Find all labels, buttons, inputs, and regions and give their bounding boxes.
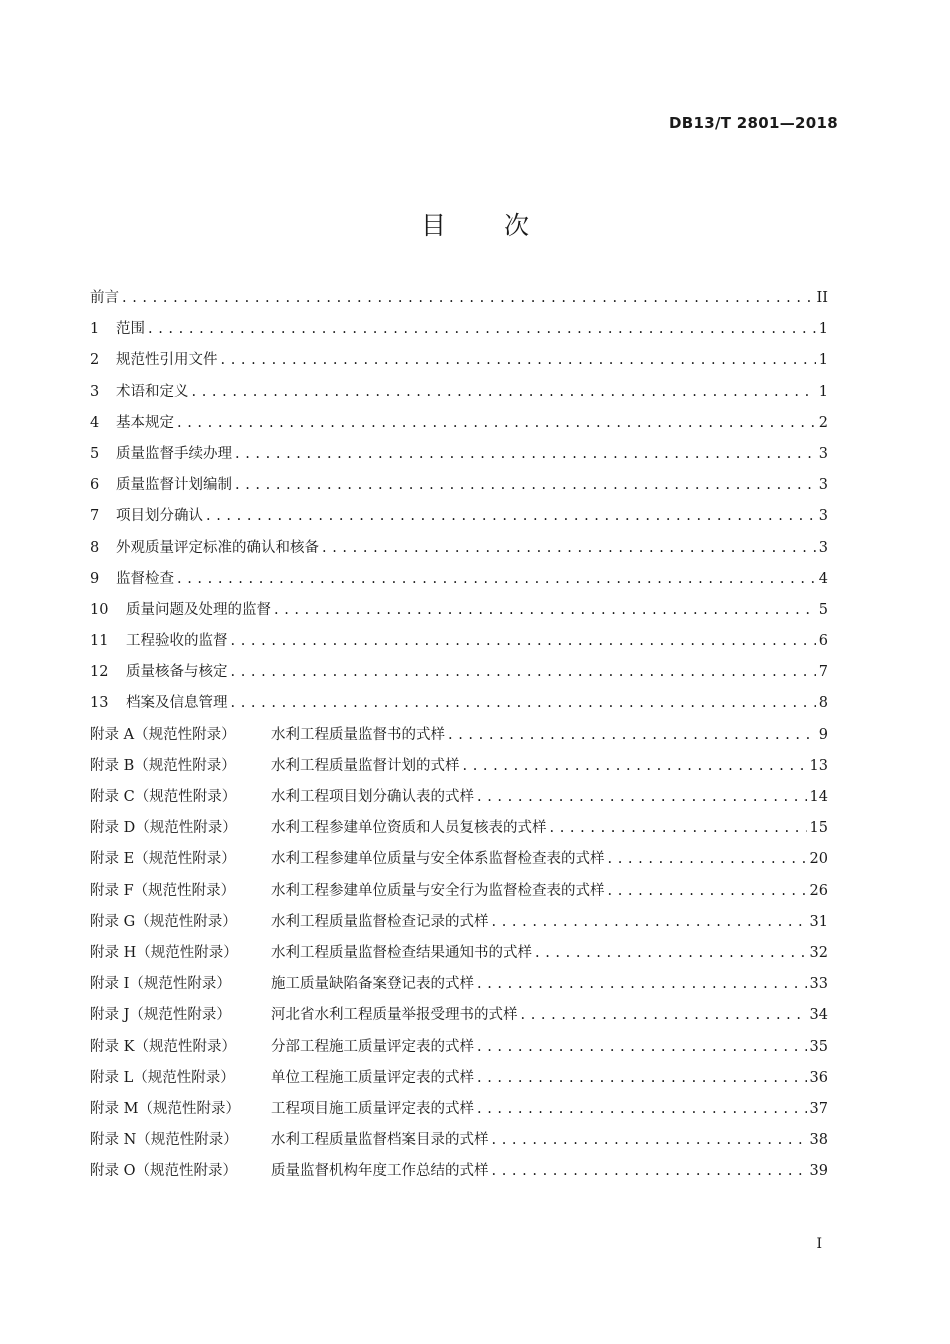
toc-appendix-entry[interactable]	[90, 844, 828, 875]
dot-leader	[177, 564, 816, 595]
toc-entry-page: 15	[809, 820, 828, 837]
toc-entry[interactable]	[90, 626, 828, 657]
appendix-label: 附录 G（规范性附录）	[90, 913, 237, 930]
toc-appendix-entry[interactable]	[90, 1094, 828, 1125]
dot-leader	[221, 345, 816, 376]
dot-leader	[477, 1032, 807, 1063]
toc-entry-text: 质量监督计划编制	[116, 477, 232, 494]
toc-entry-page: 32	[809, 944, 828, 961]
dot-leader	[492, 1125, 807, 1156]
toc-entry-number: 11	[90, 633, 109, 650]
toc-entry-page: 8	[818, 695, 828, 712]
toc-entry-page: 26	[809, 882, 828, 899]
toc-entry-number: 2	[90, 352, 100, 369]
dot-leader	[148, 314, 816, 345]
toc-entry-page: 39	[809, 1163, 828, 1180]
appendix-label: 附录 O（规范性附录）	[90, 1163, 237, 1180]
appendix-label: 附录 E（规范性附录）	[90, 851, 236, 868]
appendix-label: 附录 F（规范性附录）	[90, 882, 236, 899]
toc-entry[interactable]	[90, 657, 828, 688]
toc-entry-page: 6	[818, 633, 828, 650]
table-of-contents	[90, 283, 828, 1187]
dot-leader	[492, 1156, 807, 1187]
toc-appendix-entry[interactable]	[90, 1032, 828, 1063]
toc-entry-text: 水利工程质量监督检查记录的式样	[271, 913, 489, 930]
toc-entry-page: 36	[809, 1069, 828, 1086]
toc-entry-page: 37	[809, 1100, 828, 1117]
toc-entry-text: 项目划分确认	[116, 508, 203, 525]
toc-appendix-entry[interactable]	[90, 907, 828, 938]
toc-entry[interactable]	[90, 470, 828, 501]
page-title: 目次	[420, 211, 587, 240]
toc-entry[interactable]	[90, 564, 828, 595]
appendix-label: 附录 H（规范性附录）	[90, 944, 238, 961]
toc-entry-page: 4	[818, 570, 828, 587]
toc-entry[interactable]	[90, 688, 828, 719]
toc-entry[interactable]	[90, 595, 828, 626]
toc-appendix-entry[interactable]	[90, 782, 828, 813]
toc-entry-text: 档案及信息管理	[126, 695, 228, 712]
toc-entry-text: 质量监督机构年度工作总结的式样	[271, 1163, 489, 1180]
toc-appendix-entry[interactable]	[90, 813, 828, 844]
toc-entry-text: 监督检查	[116, 570, 174, 587]
toc-entry-number: 4	[90, 414, 100, 431]
toc-entry-number: 9	[90, 570, 100, 587]
toc-entry[interactable]	[90, 408, 828, 439]
toc-appendix-entry[interactable]	[90, 1125, 828, 1156]
toc-entry-page: 14	[809, 789, 828, 805]
toc-entry-text: 外观质量评定标准的确认和核备	[116, 539, 319, 556]
dot-leader	[231, 688, 816, 719]
appendix-label: 附录 B（规范性附录）	[90, 757, 236, 774]
document-code: DB13/T 2801—2018	[669, 114, 838, 132]
dot-leader	[231, 657, 816, 688]
toc-entry-number: 10	[90, 601, 109, 618]
toc-entry-page: 3	[818, 539, 828, 556]
toc-entry-number: 5	[90, 445, 100, 462]
dot-leader	[608, 844, 807, 875]
toc-entry-text: 水利工程质量监督计划的式样	[271, 757, 460, 774]
toc-appendix-entry[interactable]	[90, 938, 828, 969]
dot-leader	[492, 907, 807, 938]
dot-leader	[122, 283, 814, 314]
toc-entry-text: 质量问题及处理的监督	[126, 601, 271, 618]
toc-entry-number: 6	[90, 477, 100, 494]
toc-entry-page: 1	[818, 321, 828, 338]
toc-entry-number: 3	[90, 383, 100, 400]
dot-leader	[448, 720, 816, 751]
toc-entry-page: 34	[809, 1007, 828, 1024]
dot-leader	[177, 408, 816, 439]
toc-appendix-entry[interactable]	[90, 876, 828, 907]
appendix-label: 附录 A（规范性附录）	[90, 726, 236, 743]
dot-leader	[521, 1000, 807, 1031]
appendix-label: 附录 D（规范性附录）	[90, 820, 237, 837]
toc-entry-number: 12	[90, 664, 109, 681]
toc-entry-page: 1	[818, 383, 828, 400]
toc-entry-page: 3	[818, 508, 828, 525]
dot-leader	[477, 969, 807, 1000]
toc-entry-page: 35	[809, 1038, 828, 1055]
appendix-label: 附录 C（规范性附录）	[90, 789, 237, 805]
toc-entry-number: 1	[90, 321, 100, 338]
appendix-label: 附录 I（规范性附录）	[90, 976, 231, 993]
dot-leader	[550, 813, 807, 844]
dot-leader	[477, 1094, 807, 1125]
toc-entry-page: 1	[818, 352, 828, 369]
dot-leader	[192, 377, 816, 408]
toc-entry-text: 基本规定	[116, 414, 174, 431]
dot-leader	[463, 751, 807, 782]
toc-entry[interactable]	[90, 377, 828, 408]
dot-leader	[608, 876, 807, 907]
toc-entry-text: 工程验收的监督	[126, 633, 228, 650]
appendix-label: 附录 M（规范性附录）	[90, 1100, 240, 1117]
toc-entry-text: 河北省水利工程质量举报受理书的式样	[271, 1007, 518, 1024]
toc-entry-text: 质量核备与核定	[126, 664, 228, 681]
toc-entry-foreword[interactable]	[90, 283, 828, 314]
toc-entry-page: 20	[809, 851, 828, 868]
appendix-label: 附录 K（规范性附录）	[90, 1038, 236, 1055]
toc-entry[interactable]	[90, 439, 828, 470]
page-number: I	[816, 1236, 822, 1252]
appendix-label: 附录 L（规范性附录）	[90, 1069, 235, 1086]
toc-appendix-entry[interactable]	[90, 969, 828, 1000]
toc-entry-text: 水利工程项目划分确认表的式样	[271, 789, 474, 805]
toc-entry-number: 7	[90, 508, 100, 525]
toc-entry-page: 7	[818, 664, 828, 681]
appendix-label: 附录 N（规范性附录）	[90, 1132, 238, 1149]
dot-leader	[235, 439, 816, 470]
toc-entry-page: 2	[818, 414, 828, 431]
toc-entry[interactable]	[90, 314, 828, 345]
toc-entry[interactable]	[90, 533, 828, 564]
toc-entry-number: 8	[90, 539, 100, 556]
appendix-label: 附录 J（规范性附录）	[90, 1007, 231, 1024]
toc-entry-text: 质量监督手续办理	[116, 445, 232, 462]
toc-entry-page: 5	[818, 601, 828, 618]
dot-leader	[231, 626, 816, 657]
dot-leader	[535, 938, 807, 969]
toc-entry-text: 水利工程参建单位质量与安全体系监督检查表的式样	[271, 851, 605, 868]
toc-entry-text: 分部工程施工质量评定表的式样	[271, 1038, 474, 1055]
toc-entry-text: 施工质量缺陷备案登记表的式样	[271, 976, 474, 993]
toc-entry-number: 13	[90, 695, 109, 712]
toc-entry-text: 规范性引用文件	[116, 352, 218, 369]
dot-leader	[477, 782, 807, 813]
toc-entry-text: 水利工程质量监督检查结果通知书的式样	[271, 944, 532, 961]
dot-leader	[235, 470, 816, 501]
toc-entry-page: 31	[809, 913, 828, 930]
toc-entry-page: 33	[809, 976, 828, 993]
toc-entry[interactable]	[90, 501, 828, 532]
dot-leader	[274, 595, 816, 626]
toc-entry-text: 工程项目施工质量评定表的式样	[271, 1100, 474, 1117]
dot-leader	[322, 533, 816, 564]
toc-entry-page: 13	[809, 757, 828, 774]
toc-entry-page: 3	[818, 445, 828, 462]
toc-entry-text: 范围	[116, 321, 145, 338]
toc-appendix-entry[interactable]	[90, 751, 828, 782]
toc-entry-text: 术语和定义	[116, 383, 189, 400]
toc-entry-page: 9	[818, 726, 828, 743]
toc-entry-text: 水利工程质量监督书的式样	[271, 726, 445, 743]
toc-entry-text: 水利工程参建单位质量与安全行为监督检查表的式样	[271, 882, 605, 899]
toc-entry-page: II	[816, 290, 828, 306]
toc-appendix-entry[interactable]	[90, 720, 828, 751]
dot-leader	[206, 501, 816, 532]
toc-appendix-entry[interactable]	[90, 1063, 828, 1094]
toc-entry[interactable]	[90, 345, 828, 376]
toc-entry-text: 水利工程参建单位资质和人员复核表的式样	[271, 820, 547, 837]
toc-entry-text: 单位工程施工质量评定表的式样	[271, 1069, 474, 1086]
dot-leader	[477, 1063, 807, 1094]
toc-entry-text: 前言	[90, 290, 119, 306]
toc-appendix-entry[interactable]	[90, 1000, 828, 1031]
toc-appendix-entry[interactable]	[90, 1156, 828, 1187]
toc-entry-page: 38	[809, 1132, 828, 1149]
toc-entry-text: 水利工程质量监督档案目录的式样	[271, 1132, 489, 1149]
toc-entry-page: 3	[818, 477, 828, 494]
